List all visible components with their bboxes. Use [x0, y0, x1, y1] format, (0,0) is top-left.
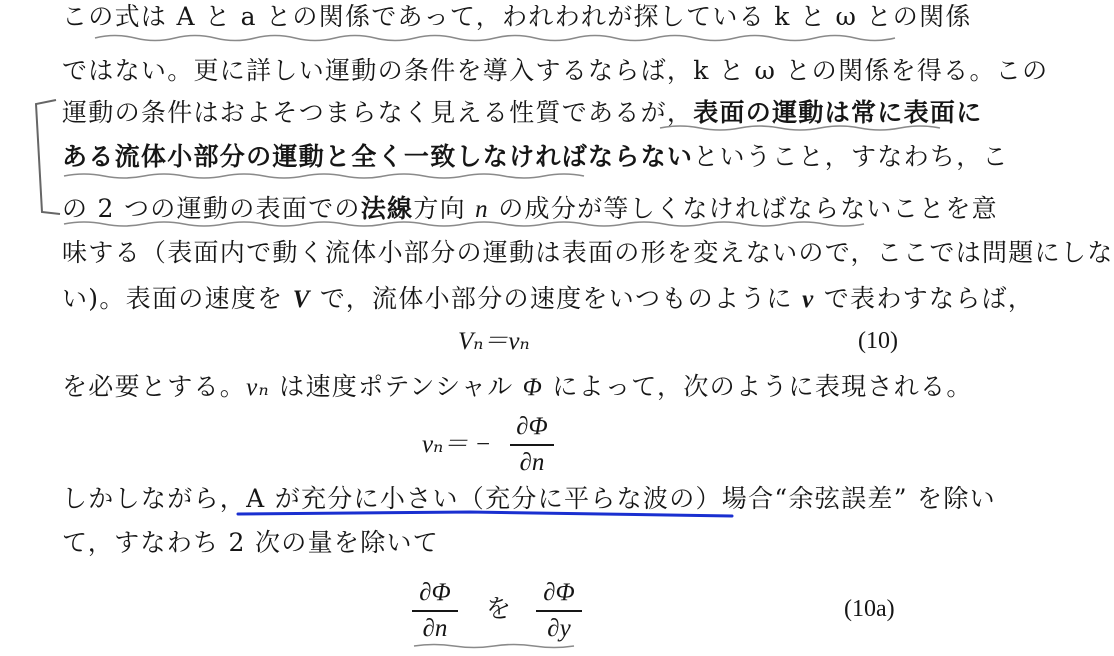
bold-phrase-fluid-element: ある流体小部分の運動と全く一致しなければならない	[62, 142, 694, 171]
text-line-2: ではない。更に詳しい運動の条件を導入するならば，k と ω との関係を得る。この	[62, 56, 1049, 85]
text-line-8	[62, 372, 973, 403]
fraction-numerator: ∂Φ	[419, 579, 451, 606]
text-line-7-c: で表わすならば，	[814, 284, 1035, 313]
text-line-9	[62, 484, 996, 514]
math-vn: vₙ	[246, 374, 270, 401]
pencil-underline-line-4	[64, 174, 584, 178]
fraction-dphi-dn	[510, 412, 554, 478]
text-line-5-a: の 2 つの運動の表面での	[62, 194, 361, 223]
text-line-4	[62, 142, 1009, 172]
text-line-7-b: で，流体小部分の速度をいつものように	[310, 284, 803, 313]
fraction-bar	[412, 610, 458, 612]
fraction-bar	[536, 610, 582, 612]
underlined-phrase-small-amplitude: A が充分に小さい（充分に平らな波の）場合	[246, 484, 775, 513]
text-line-9-a: しかしながら，	[62, 484, 247, 513]
text-line-4-plain: ということ，すなわち，こ	[693, 142, 1009, 171]
equation-connector-wo: を	[486, 594, 512, 623]
text-line-5-c: の成分が等しくなければならないことを意	[488, 194, 998, 223]
text-line-9-b: “余弦誤差” を除い	[774, 484, 996, 513]
text-line-8-b: は速度ポテンシャル	[269, 372, 523, 401]
math-V: V	[292, 286, 311, 313]
equation-number-10a: (10a)	[844, 596, 895, 622]
fraction-denominator: ∂n	[422, 615, 448, 642]
text-line-8-c: によって，次のように表現される。	[543, 372, 973, 401]
bold-word-normal: 法線	[360, 194, 414, 223]
text-line-8-a: を必要とする。	[62, 372, 247, 401]
text-line-3-plain: 運動の条件はおよそつまらなく見える性質であるが，	[62, 98, 694, 127]
text-line-5-b: 方向	[413, 194, 476, 223]
pencil-underline-line-1	[95, 36, 895, 41]
math-n: n	[475, 196, 489, 223]
fraction-numerator: ∂Φ	[543, 579, 575, 606]
fraction-numerator: ∂Φ	[516, 413, 548, 440]
pencil-underline-eq10a	[414, 645, 574, 648]
math-phi: Φ	[522, 374, 544, 401]
fraction-denominator: ∂y	[547, 615, 571, 642]
equation-10: Vₙ＝vₙ	[458, 328, 530, 355]
text-line-6: 味する（表面内で動く流体小部分の運動は表面の形を変えないので，ここでは問題にしな	[62, 238, 1114, 267]
pencil-margin-bracket	[36, 100, 60, 214]
text-line-7-a: い)。表面の速度を	[62, 284, 293, 313]
bold-phrase-surface-motion: 表面の運動は常に表面に	[693, 98, 983, 127]
fraction-bar	[510, 444, 554, 446]
fraction-dphi-dn-10a	[412, 578, 458, 644]
equation-number-10: (10)	[858, 328, 898, 354]
math-v: v	[802, 286, 815, 313]
text-line-7	[62, 284, 1035, 315]
fraction-dphi-dy-10a	[536, 578, 582, 644]
equation-vn-lhs: vₙ＝ −	[422, 431, 492, 458]
text-line-10: て，すなわち 2 次の量を除いて	[62, 528, 440, 557]
fraction-denominator: ∂n	[519, 449, 545, 476]
text-line-3	[62, 98, 983, 128]
text-line-1: この式は A と a との関係であって，われわれが探している k と ω との関係	[62, 2, 972, 31]
text-line-5	[62, 194, 998, 225]
